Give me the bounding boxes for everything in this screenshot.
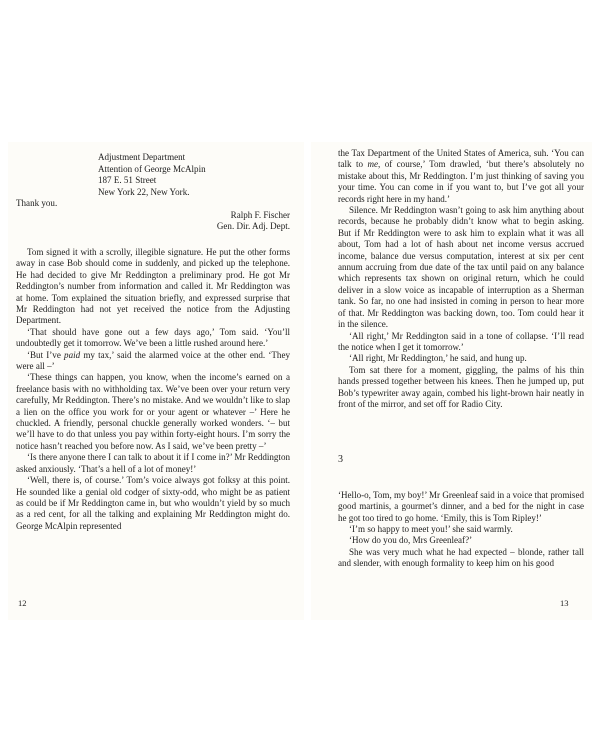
- letter-signature: [16, 210, 290, 233]
- text-span: ‘But I’ve: [27, 349, 65, 360]
- address-line: New York 22, New York.: [98, 186, 190, 197]
- signature-name: Ralph F. Fischer: [230, 209, 290, 220]
- paragraph: ‘These things can happen, you know, when the income’s earned on a freelance basis with no withholding tax. We’ve been over your return very carefully, Mr Reddington. There’s no mistake. And we wouldn’t like to slap a lien on the office you work for or your agent or whatever –’ Here he chuckled. A friendly, personal chuckle generally worked wonders. ‘– but we’ll have to do that unless you pay within forty-eight hours. I’m sorry the notice hasn’t reached you before now. As I said, we’ve been pretty –’: [16, 372, 290, 451]
- paragraph: ‘Hello-o, Tom, my boy!’ Mr Greenleaf said in a voice that promised good martinis, a gourmet’s dinner, and a bed for the night in case he got too tired to go home. ‘Emily, this is Tom Ripley!’: [338, 489, 584, 523]
- paragraph: ‘All right,’ Mr Reddington said in a tone of collapse. ‘I’ll read the notice when I get it tomorrow.’: [338, 330, 584, 352]
- paragraph: ‘Is there anyone there I can talk to about it if I come in?’ Mr Reddington asked anxiously. ‘That’s a hell of a lot of money!’: [16, 452, 290, 474]
- left-page-text: [8, 142, 304, 532]
- right-page: [311, 142, 592, 620]
- paragraph: ‘I’m so happy to meet you!’ she said warmly.: [349, 523, 513, 534]
- paragraph: She was very much what he had expected – blonde, rather tall and slender, with enough formality to keep him on his good: [338, 546, 584, 569]
- paragraph: Silence. Mr Reddington wasn’t going to ask him anything about records, because he probably didn’t know what to begin asking. But if Mr Reddington were to ask him to explain what it was all about, Tom had a lot of hash about net income versus accrued income, balance due versus computation, interest at six per cent annum accruing from due date of the tax until paid on any balance which represents tax shown on original return, which he could deliver in a slow voice as incapable of interruption as a Sherman tank. So far, no one had insisted in coming in person to hear more of that. Mr Reddington was backing down, too. Tom could hear it in the silence.: [338, 205, 584, 330]
- address-line: Attention of George McAlpin: [98, 163, 206, 174]
- address-line: Adjustment Department: [98, 152, 186, 162]
- text-span: my tax,’ said the alarmed voice at the other end. ‘They were all –’: [16, 349, 290, 372]
- paragraph: ‘Well, there is, of course.’ Tom’s voice always got folksy at this point. He sounded like a genial old codger of sixty-odd, who might be as patient as could be if Mr Reddington came in, but who wouldn’t yield by so much as a red cent, for all the talking and explaining Mr Reddington might do. George McAlpin represented: [16, 475, 290, 531]
- letter-address: [16, 152, 290, 198]
- paragraph: ‘All right, Mr Reddington,’ he said, and hung up.: [349, 353, 527, 364]
- signature-title: Gen. Dir. Adj. Dept.: [216, 221, 290, 232]
- paragraph: ‘How do you do, Mrs Greenleaf?’: [349, 535, 473, 546]
- text-span: , of course,’ Tom drawled, ‘but there’s absolutely no mistake about this, Mr Reddington. I’m just thinking of saving you your time. You can come in if you want to, but I’ve got all your records right here in my hand.’: [338, 159, 584, 204]
- paragraph: Tom signed it with a scrolly, illegible signature. He put the other forms away in case Bob should come in suddenly, and picked up the telephone. He had decided to give Mr Reddington a preliminary prod. He got Mr Reddington’s number from information and called it. Mr Reddington was at home. Tom explained the situation briefly, and expressed surprise that Mr Reddington had not yet received the notice from the Adjusting Department.: [16, 246, 290, 326]
- page-number-left: 12: [18, 598, 27, 608]
- paragraph: [16, 350, 290, 373]
- italic-text: me: [367, 159, 379, 170]
- left-page: [8, 142, 304, 620]
- section-gap: [338, 410, 584, 454]
- chapter-number: 3: [338, 454, 343, 466]
- page-number-right: 13: [560, 598, 569, 608]
- letter-closing: Thank you.: [16, 198, 58, 209]
- right-page-text: [311, 142, 592, 570]
- paragraph: [338, 148, 584, 205]
- text-span: the Tax Department of the United States of America, suh. ‘You can talk to: [338, 148, 584, 170]
- address-line: 187 E. 51 Street: [98, 175, 157, 186]
- italic-text: paid: [64, 349, 81, 360]
- paragraph: Tom sat there for a moment, giggling, the palms of his thin hands pressed together between his knees. Then he jumped up, put Bob’s typewriter away again, combed his light-brown hair neatly in front of the mirror, and set off for Radio City.: [338, 364, 584, 409]
- paragraph: ‘That should have gone out a few days ago,’ Tom said. ‘You’ll undoubtedly get it tomorrow. We’ve been a little rushed around here.’: [16, 326, 290, 349]
